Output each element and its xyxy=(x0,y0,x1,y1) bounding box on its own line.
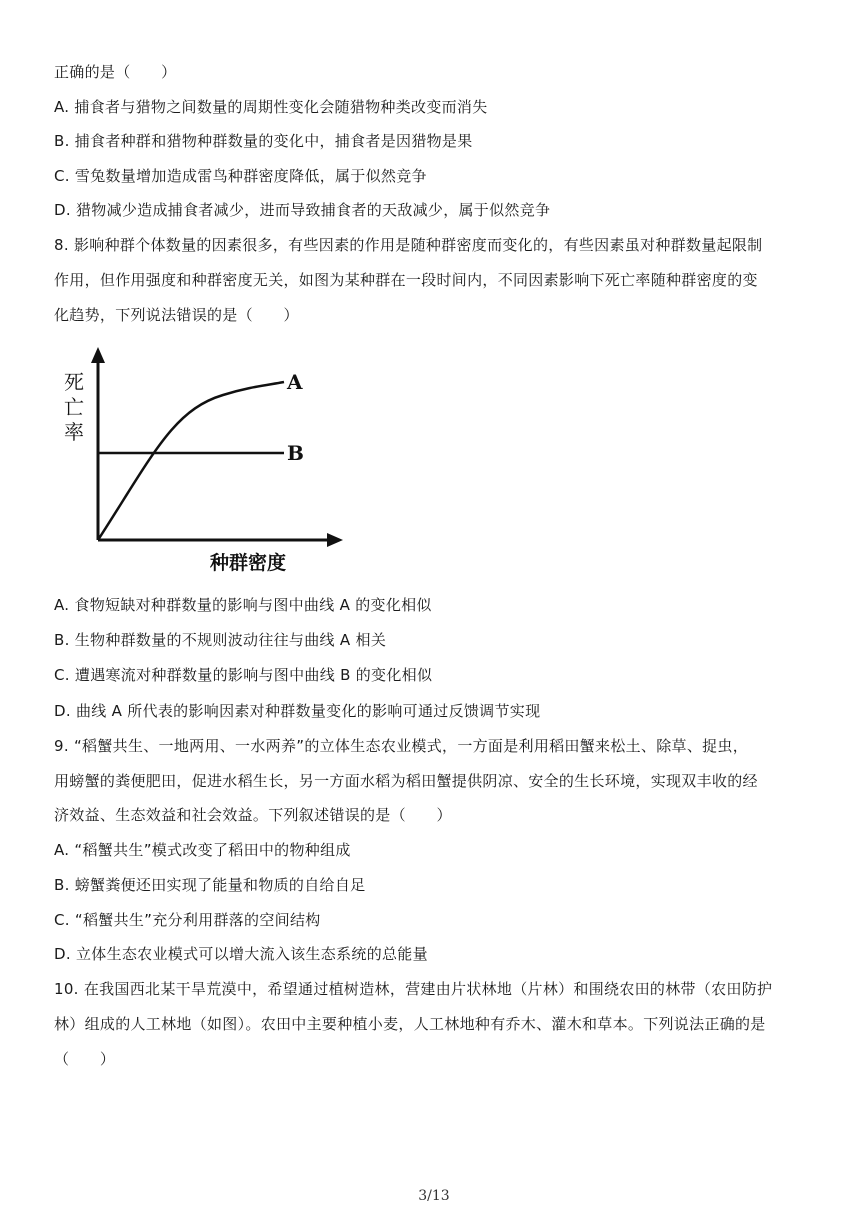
y-axis-arrow xyxy=(91,347,105,363)
q7-option-c: C. 雪兔数量增加造成雷鸟种群密度降低，属于似然竞争 xyxy=(54,167,427,185)
y-label-char-3: 率 xyxy=(64,420,84,444)
q8-option-c: C. 遭遇寒流对种群数量的影响与图中曲线 B 的变化相似 xyxy=(54,666,433,684)
q7-option-a: A. 捕食者与猎物之间数量的周期性变化会随猎物种类改变而消失 xyxy=(54,98,488,116)
y-label-char-2: 亡 xyxy=(64,395,84,419)
q10-stem-line-2: 林）组成的人工林地（如图）。农田中主要种植小麦，人工林地种有乔木、灌木和草本。下列说法正确的是 xyxy=(54,1015,766,1033)
q9-option-a: A. “稻蟹共生”模式改变了稻田中的物种组成 xyxy=(54,841,351,859)
q10-stem-line-3: （ ） xyxy=(54,1050,116,1068)
y-label-char-1: 死 xyxy=(64,370,84,394)
x-axis-label: 种群密度 xyxy=(209,552,287,574)
curve-a xyxy=(98,382,284,540)
q10-stem-line-1: 10. 在我国西北某干旱荒漠中，希望通过植树造林，营建由片状林地（片林）和围绕农田的林带（农田防护 xyxy=(54,980,773,998)
q8-stem-line-1: 8. 影响种群个体数量的因素很多，有些因素的作用是随种群密度而变化的，有些因素虽对种群数量起限制 xyxy=(54,236,763,254)
q9-option-d: D. 立体生态农业模式可以增大流入该生态系统的总能量 xyxy=(54,945,428,963)
q7-option-b: B. 捕食者种群和猎物种群数量的变化中，捕食者是因猎物是果 xyxy=(54,132,473,150)
q9-stem-line-3: 济效益、生态效益和社会效益。下列叙述错误的是（ ） xyxy=(54,806,452,824)
page-number: 3/13 xyxy=(418,1188,450,1204)
q8-option-d: D. 曲线 A 所代表的影响因素对种群数量变化的影响可通过反馈调节实现 xyxy=(54,702,541,720)
curve-b-label: B xyxy=(287,441,304,465)
q9-stem-line-1: 9. “稻蟹共生、一地两用、一水两养”的立体生态农业模式，一方面是利用稻田蟹来松土、除草、捉虫， xyxy=(54,737,749,755)
q7-option-d: D. 猎物减少造成捕食者减少，进而导致捕食者的天敌减少，属于似然竞争 xyxy=(54,201,551,219)
curve-a-label: A xyxy=(287,370,303,394)
q8-stem-line-3: 化趋势，下列说法错误的是（ ） xyxy=(54,306,299,324)
x-axis-arrow xyxy=(327,533,343,547)
q9-option-c: C. “稻蟹共生”充分利用群落的空间结构 xyxy=(54,911,321,929)
mortality-density-graph xyxy=(58,345,348,580)
q9-stem-line-2: 用螃蟹的粪便肥田，促进水稻生长，另一方面水稻为稻田蟹提供阴凉、安全的生长环境，实现双丰收的经 xyxy=(54,772,758,790)
q7-stem-end: 正确的是（ ） xyxy=(54,63,177,81)
q8-option-a: A. 食物短缺对种群数量的影响与图中曲线 A 的变化相似 xyxy=(54,596,432,614)
q8-option-b: B. 生物种群数量的不规则波动往往与曲线 A 相关 xyxy=(54,631,387,649)
q9-option-b: B. 螃蟹粪便还田实现了能量和物质的自给自足 xyxy=(54,876,366,894)
q8-stem-line-2: 作用，但作用强度和种群密度无关，如图为某种群在一段时间内，不同因素影响下死亡率随种群密度的变 xyxy=(54,271,758,289)
